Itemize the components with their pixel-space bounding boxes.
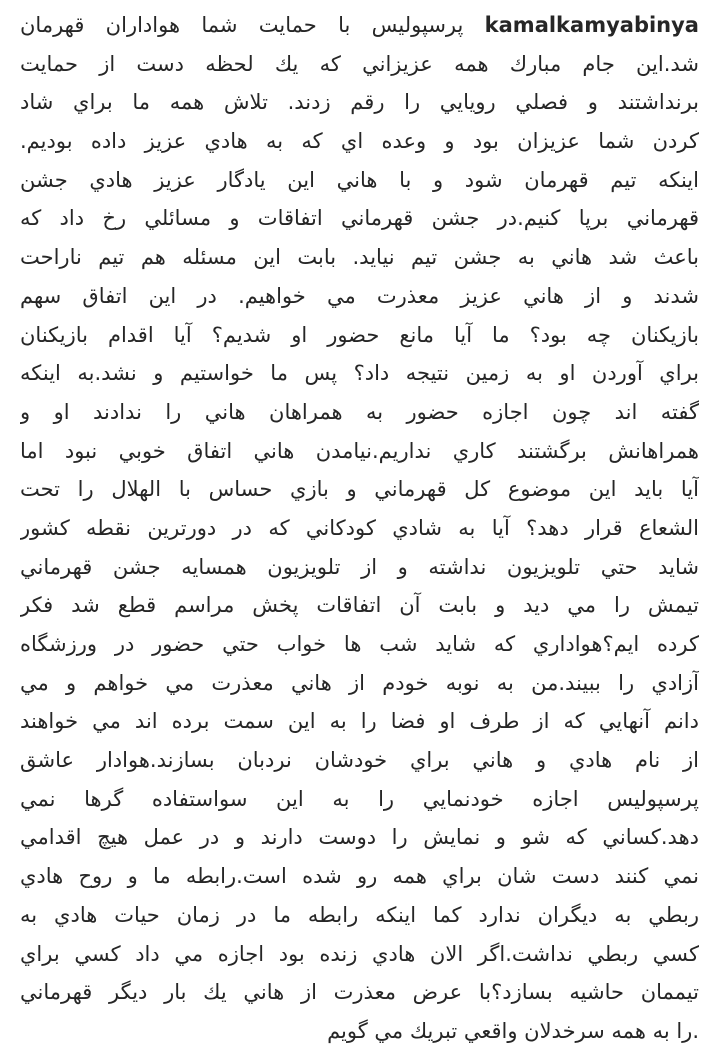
caption-line: دانم آنهايي كه از طرف او فضا را به اين سمت برده اند مي خواهند	[20, 709, 699, 734]
caption-line: برنداشتند و فصلي رويايي را رقم زدند. تلاش همه ما براي شاد	[20, 90, 699, 115]
caption-line: تيمش را مي ديد و بابت آن اتفاقات پخش مراسم قطع شد فكر	[20, 593, 699, 618]
caption-line: آيا بايد اين موضوع كل قهرماني و بازي حساس با الهلال را تحت	[20, 477, 699, 502]
caption-first-line	[20, 6, 699, 45]
caption-line: تيممان حاشيه بسازد؟با عرض معذرت از هاني يك بار ديگر قهرماني	[20, 980, 699, 1005]
caption-line: گفته اند چون اجازه حضور به همراهان هاني را ندادند او و	[20, 399, 699, 424]
caption-line: كرده ايم؟هواداري كه شايد شب ها خواب حتي حضور در ورزشگاه	[20, 632, 699, 656]
caption-line: ربطي به ديگران ندارد كما اينكه رابطه ما در زمان حيات هادي به	[20, 902, 699, 927]
caption-line: از نام هادي و هاني براي خودشان نردبان بسازند.هوادار عاشق	[20, 748, 699, 773]
caption-line: كردن شما عزيزان بود و وعده اي كه به هادي عزيز داده بوديم.	[20, 129, 699, 154]
caption-line: پرسپوليس اجازه خودنمايي را به اين سواستفاده گرها نمي	[20, 786, 699, 811]
caption-line: اينكه تيم قهرمان شود و با هاني اين يادگار عزيز هادي جشن	[20, 167, 699, 192]
caption-line: شد.اين جام مبارك همه عزيزاني كه يك لحظه دست از حمايت	[20, 51, 699, 76]
post-caption	[20, 6, 699, 1051]
caption-line-text: پرسپوليس با حمايت شما هواداران قهرمان	[20, 13, 464, 37]
caption-line: بازيكنان چه بود؟ ما آيا مانع حضور او شديم؟ آيا اقدام بازيكنان	[20, 322, 699, 347]
caption-line: همراهانش برگشتند كاري نداريم.نيامدن هاني اتفاق خوبي نبود اما	[20, 438, 699, 463]
caption-line: آزادي را ببيند.من به نوبه خودم از هاني معذرت مي خواهم و مي	[20, 670, 699, 695]
username-link[interactable]: kamalkamyabinya	[484, 13, 699, 37]
caption-line: باعث شد هاني به جشن تيم نيايد. بابت اين مسئله هم تيم ناراحت	[20, 245, 699, 270]
caption-line: الشعاع قرار دهد؟ آيا به شادي كودكاني كه در دورترين نقطه كشور	[20, 515, 699, 540]
caption-line: نمي كنند دست شان براي همه رو شده است.رابطه ما و روح هادي	[20, 864, 699, 889]
caption-line: قهرماني برپا كنيم.در جشن قهرماني اتفاقات و مسائلي رخ داد كه	[20, 206, 699, 231]
caption-line: كسي ربطي نداشت.اگر الان هادي زنده بود اجازه مي داد كسي براي	[20, 941, 699, 966]
caption-line: شايد حتي تلويزيون نداشته و از تلويزيون همسايه جشن قهرماني	[20, 554, 699, 579]
caption-last-line: .را به همه سرخدلان واقعي تبريك مي گويم	[327, 1018, 699, 1043]
caption-line: براي آوردن او به زمين نتيجه داد؟ پس ما خواستيم و نشد.به اينكه	[20, 361, 699, 386]
caption-line: دهد.كساني كه شو و نمايش را دوست دارند و در عمل هيچ اقدامي	[20, 825, 699, 850]
caption-line: شدند و از هاني عزيز معذرت مي خواهيم. در اين اتفاق سهم	[20, 283, 699, 308]
